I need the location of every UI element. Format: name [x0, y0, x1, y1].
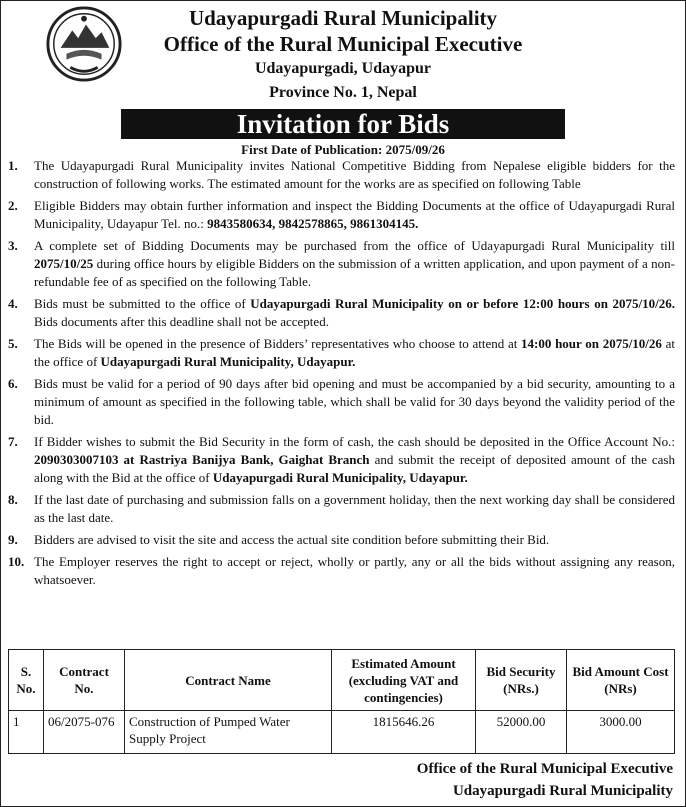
item-text-run: A complete set of Bidding Documents may be purchased from the office of Udayapurgadi Rural Municipality till: [34, 238, 675, 253]
item-number: 6.: [8, 376, 18, 391]
publication-date: First Date of Publication: 2075/09/26: [241, 142, 445, 157]
item-text-run: Bids documents after this deadline shall not be accepted.: [34, 314, 329, 329]
item-text-run: If Bidder wishes to submit the Bid Security in the form of cash, the cash should be deposited in the Office Account No.:: [34, 434, 675, 449]
list-item: [8, 157, 675, 193]
table-row: [9, 711, 675, 754]
item-text-bold: 9843580634, 9842578865, 9861304145.: [207, 216, 419, 231]
item-text-bold: 14:00 hour on 2075/10/26: [521, 336, 662, 351]
item-text-bold: Udayapurgadi Rural Municipality on or before 12:00 hours on 2075/10/26.: [250, 296, 675, 311]
header-estimated-amount: Estimated Amount (excluding VAT and contingencies): [332, 650, 476, 711]
item-text-bold: 2075/10/25: [34, 256, 94, 271]
item-number: 10.: [8, 554, 25, 569]
list-item: [8, 531, 675, 549]
signature-block: [417, 758, 673, 802]
item-text: [34, 335, 675, 371]
municipality-name: Udayapurgadi Rural Municipality: [188, 6, 498, 30]
item-text: [34, 491, 675, 527]
office-name: Office of the Rural Municipal Executive: [163, 32, 523, 56]
province: Province No. 1, Nepal: [269, 84, 417, 101]
header-contract-no: Contract No.: [44, 650, 125, 711]
header-contract-name: Contract Name: [125, 650, 332, 711]
item-text-bold: 2090303007103 at Rastriya Banijya Bank, Gaighat Branch: [34, 452, 370, 467]
item-text-bold: Udayapurgadi Rural Municipality, Udayapur.: [100, 354, 356, 369]
item-text-run: The Udayapurgadi Rural Municipality invites National Competitive Bidding from Nepalese eligible bidders for the construction of following works. The estimated amount for the works are as specified on following Table: [34, 158, 675, 191]
list-item: [8, 237, 675, 291]
header-bid-security: Bid Security (NRs.): [476, 650, 567, 711]
list-item: [8, 433, 675, 487]
item-text: [34, 433, 675, 487]
item-number: 3.: [8, 238, 18, 253]
item-text-run: Bids must be submitted to the office of: [34, 296, 251, 311]
footer-office: Office of the Rural Municipal Executive: [416, 761, 673, 777]
cell-estimated-amount: 1815646.26: [332, 711, 476, 754]
table-header-row: [9, 650, 675, 711]
bids-table: [8, 649, 675, 754]
item-text-run: Bidders are advised to visit the site and access the actual site condition before submitting their Bid.: [34, 532, 550, 547]
header-bid-amount: Bid Amount Cost (NRs): [567, 650, 675, 711]
item-number: 1.: [8, 158, 18, 173]
footer-municipality: Udayapurgadi Rural Municipality: [452, 783, 673, 799]
item-text-run: and submit the receipt of deposited amount of the cash along with the Bid at the office of: [34, 452, 675, 485]
list-item: [8, 197, 675, 233]
item-text-run: at the office of: [34, 336, 676, 369]
cell-bid-security: 52000.00: [476, 711, 567, 754]
item-text: [34, 553, 675, 589]
item-number: 2.: [8, 198, 18, 213]
item-number: 4.: [8, 296, 18, 311]
notice-title: Invitation for Bids: [121, 109, 565, 139]
item-text-run: Bids must be valid for a period of 90 days after bid opening and must be accompanied by a bid security, amounting to a minimum of amount as specified in the following table, which shall be valid for 30 days beyond the validity period of the bid.: [34, 376, 675, 427]
item-text-run: Eligible Bidders may obtain further information and inspect the Bidding Documents at the office of Udayapurgadi Rural Municipality, Udayapur Tel. no.:: [34, 198, 675, 231]
cell-contract-no: 06/2075-076: [44, 711, 125, 754]
notice-items: [8, 157, 675, 593]
cell-bid-amount: 3000.00: [567, 711, 675, 754]
notice-header: [1, 1, 685, 108]
item-text-run: during office hours by eligible Bidders on the submission of a written application, and upon payment of a non-refundable fee of as specified on the following Table.: [34, 256, 675, 289]
address: Udayapurgadi, Udayapur: [254, 60, 432, 77]
list-item: [8, 295, 675, 331]
cell-contract-name: Construction of Pumped Water Supply Project: [125, 711, 332, 754]
item-text: [34, 157, 675, 193]
item-text: [34, 197, 675, 233]
item-text-run: If the last date of purchasing and submission falls on a government holiday, then the next working day shall be considered as the last date.: [34, 492, 675, 525]
item-text: [34, 237, 675, 291]
item-number: 7.: [8, 434, 18, 449]
item-text-run: The Bids will be opened in the presence of Bidders’ representatives who choose to attend at: [34, 336, 522, 351]
list-item: [8, 491, 675, 527]
list-item: [8, 335, 675, 371]
item-number: 9.: [8, 532, 18, 547]
item-text-bold: Udayapurgadi Rural Municipality, Udayapur.: [212, 470, 468, 485]
list-item: [8, 375, 675, 429]
item-text-run: The Employer reserves the right to accept or reject, wholly or partly, any or all the bids without assigning any reason, whatsoever.: [34, 554, 675, 587]
item-text: [34, 375, 675, 429]
cell-sno: 1: [9, 711, 44, 754]
item-text: [34, 531, 675, 549]
list-item: [8, 553, 675, 589]
item-number: 5.: [8, 336, 18, 351]
item-text: [34, 295, 675, 331]
header-sno: S. No.: [9, 650, 44, 711]
item-number: 8.: [8, 492, 18, 507]
